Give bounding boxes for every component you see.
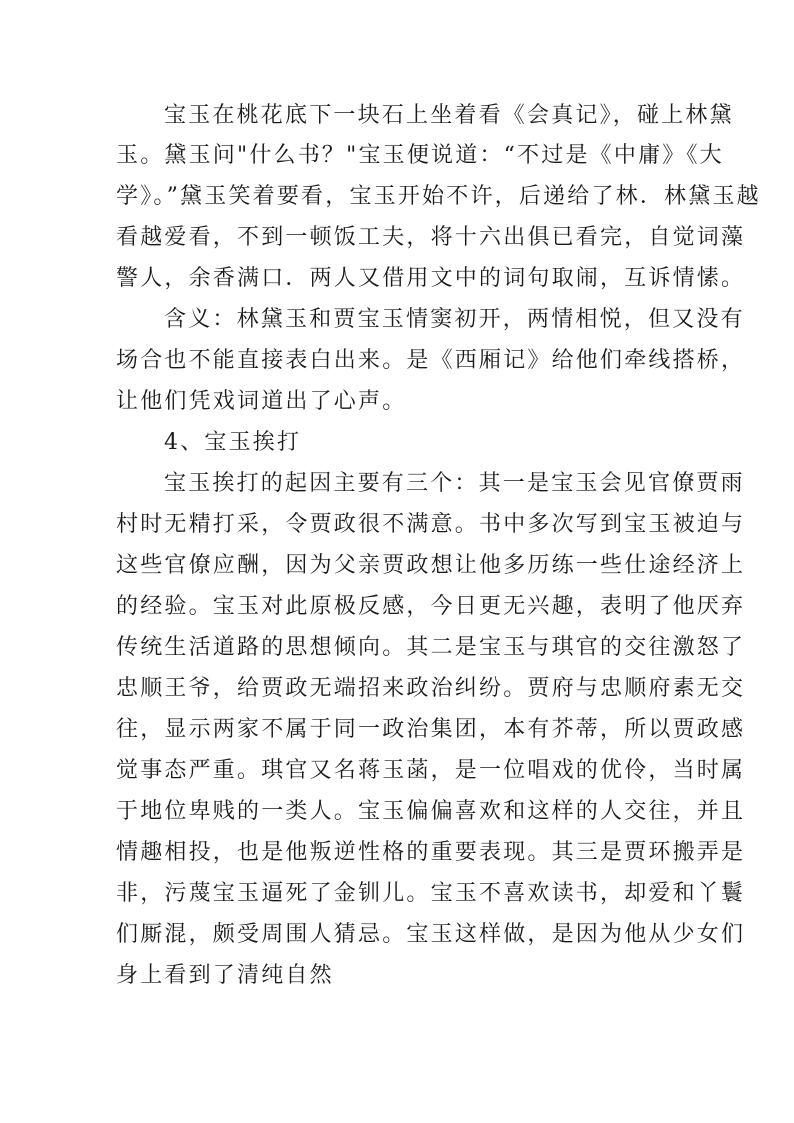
paragraph-3-line-13: 身上看到了清纯自然: [116, 963, 334, 988]
paragraph-1-line-1: 宝玉在桃花底下一块石上坐着看《会真记》，碰上林黛: [164, 103, 734, 128]
paragraph-2-line-2: 场合也不能直接表白出来。是《西厢记》给他们牵线搭桥，: [116, 348, 746, 373]
paragraph-3-line-2: 村时无精打采，令贾政很不满意。书中多次写到宝玉被迫与: [116, 512, 746, 537]
paragraph-3-line-7: 往，显示两家不属于同一政治集团，本有芥蒂，所以贾政感: [116, 717, 746, 742]
paragraph-2-line-1: 含义：林黛玉和贾宝玉情窦初开，两情相悦，但又没有: [164, 307, 745, 332]
paragraph-1-line-2: 玉。黛玉问"什么书？"宝玉便说道：“不过是《中庸》《大: [116, 143, 724, 168]
paragraph-1-line-5: 警人，余香满口．两人又借用文中的词句取闹，互诉情愫。: [116, 266, 746, 291]
paragraph-3-line-8: 觉事态严重。琪官又名蒋玉菡，是一位唱戏的优伶，当时属: [116, 758, 746, 783]
section-heading: 4、宝玉挨打: [164, 430, 302, 455]
paragraph-1-line-4: 看越爱看，不到一顿饭工夫，将十六出俱已看完，自觉词藻: [116, 225, 746, 250]
paragraph-3-line-12: 们厮混，颇受周围人猜忌。宝玉这样做，是因为他从少女们: [116, 922, 746, 947]
paragraph-3-line-11: 非，污蔑宝玉逼死了金钏儿。宝玉不喜欢读书，却爱和丫鬟: [116, 881, 746, 906]
paragraph-3-line-4: 的经验。宝玉对此原极反感，今日更无兴趣，表明了他厌弃: [116, 594, 746, 619]
paragraph-3-line-5: 传统生活道路的思想倾向。其二是宝玉与琪官的交往激怒了: [116, 635, 746, 660]
paragraph-3-line-3: 这些官僚应酬，因为父亲贾政想让他多历练一些仕途经济上: [116, 553, 746, 578]
paragraph-3-line-1: 宝玉挨打的起因主要有三个：其一是宝玉会见官僚贾雨: [164, 471, 745, 496]
paragraph-2-line-3: 让他们凭戏词道出了心声。: [116, 389, 407, 414]
paragraph-3-line-9: 于地位卑贱的一类人。宝玉偏偏喜欢和这样的人交往，并且: [116, 799, 746, 824]
paragraph-3-line-6: 忠顺王爷，给贾政无端招来政治纠纷。贾府与忠顺府素无交: [116, 676, 746, 701]
paragraph-1-line-3: 学》。”黛玉笑着要看，宝玉开始不许，后递给了林．林黛玉越: [116, 184, 761, 209]
paragraph-3-line-10: 情趣相投，也是他叛逆性格的重要表现。其三是贾环搬弄是: [116, 840, 746, 865]
